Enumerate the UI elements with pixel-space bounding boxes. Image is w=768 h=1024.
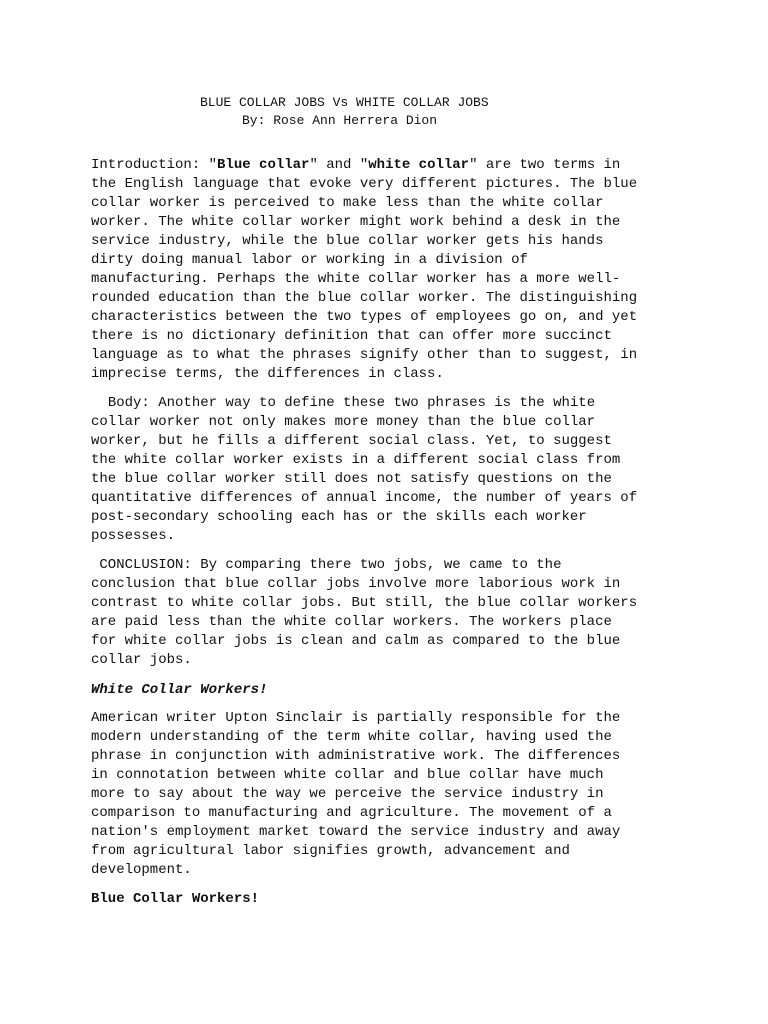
connector-text: " and ": [309, 157, 369, 173]
quote-mark: ": [469, 157, 478, 173]
conclusion-paragraph: CONCLUSION: By comparing there two jobs, we came to the conclusion that blue collar jobs involve more laborious work in contrast to white collar jobs. But still, the blue collar workers are paid less than the white collar workers. The workers place for white collar jobs is clean and calm as compared to the blue collar jobs.: [91, 557, 638, 668]
introduction-text: are two terms in the English language that evoke very different pictures. The blue collar worker is perceived to make less than the white collar worker. The white collar worker might work behind a desk in the service industry, while the blue collar worker gets his hands dirty doing manual labor or working in a division of manufacturing. Perhaps the white collar worker has a more well- rounded education than the blue collar worker. The distinguishing characteristics between the two types of employees go on, and yet there is no dictionary definition that can offer more succinct language as to what the phrases signify other than to suggest, in imprecise terms, the differences in class.: [91, 157, 638, 382]
quote-mark: ": [208, 157, 218, 173]
body-paragraph: Body: Another way to define these two phrases is the white collar worker not only makes more money than the blue collar worker, but he fills a different social class. Yet, to suggest the white collar worker exists in a different social class from the blue collar worker still does not satisfy questions on the quantitative differences of annual income, the number of years of post-secondary schooling each has or the skills each worker possesses.: [91, 395, 638, 544]
title-line: BLUE COLLAR JOBS Vs WHITE COLLAR JOBS: [200, 95, 489, 110]
white-collar-heading: White Collar Workers!: [91, 682, 268, 698]
white-collar-paragraph: American writer Upton Sinclair is partially responsible for the modern understanding of the term white collar, having used the phrase in conjunction with administrative work. The differences in connotation between white collar and blue collar have much more to say about the way we perceive the service industry in comparison to manufacturing and agriculture. The movement of a nation's employment market toward the service industry and away from agricultural labor signifies growth, advancement and development.: [91, 710, 621, 878]
blue-collar-heading: Blue Collar Workers!: [91, 891, 260, 907]
introduction-paragraph: [91, 156, 691, 384]
term-blue-collar: Blue collar: [217, 157, 310, 173]
introduction-label: Introduction:: [91, 157, 209, 173]
term-white-collar: white collar: [368, 157, 470, 173]
author-line: By: Rose Ann Herrera Dion: [242, 113, 438, 128]
